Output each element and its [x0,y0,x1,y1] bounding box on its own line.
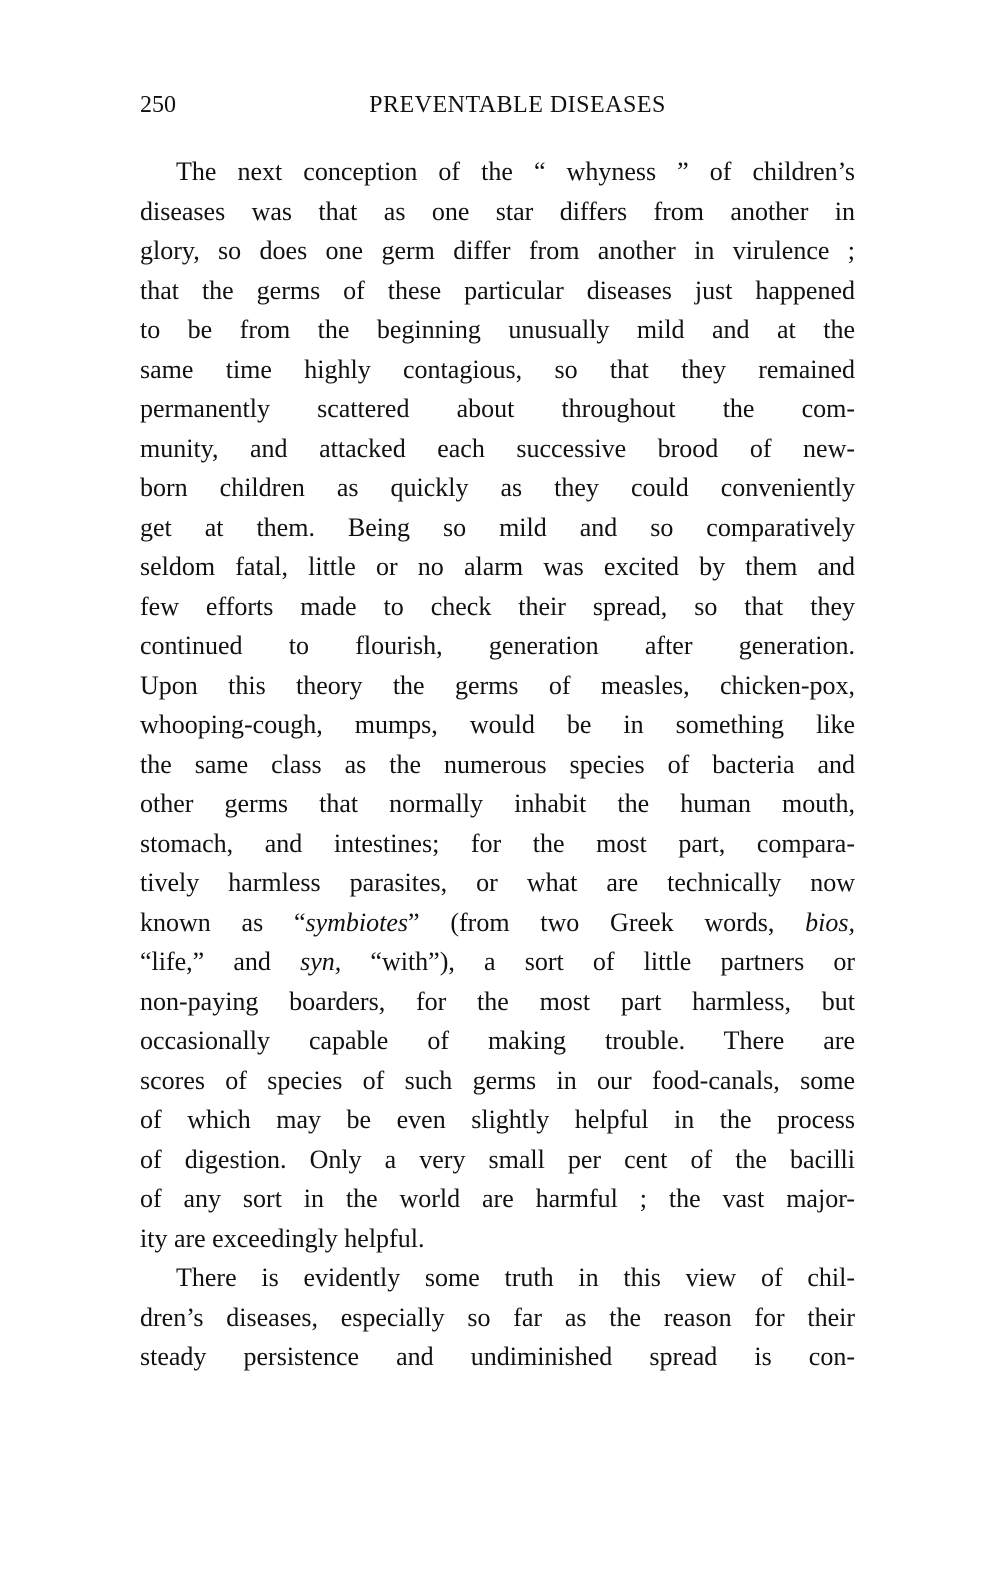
text-segment: of which may be even slightly helpful in the process [140,1105,855,1134]
text-segment: seldom fatal, little or no alarm was excited by them and [140,552,855,581]
text-segment: of any sort in the world are harmful ; the vast major- [140,1184,855,1213]
text-line [140,1298,855,1338]
text-segment: ity are exceedingly helpful. [140,1223,425,1253]
text-line [140,547,855,587]
text-line [140,626,855,666]
page-number: 250 [140,92,176,118]
text-segment: permanently scattered about throughout the com- [140,394,855,423]
text-line [140,468,855,508]
text-line [140,271,855,311]
text-line [140,1258,855,1298]
italic-text: symbiotes [305,907,409,937]
text-line [140,1061,855,1101]
text-segment: diseases was that as one star differs from another in [140,196,855,226]
text-segment: occasionally capable of making trouble. There are [140,1026,855,1055]
text-segment: steady persistence and undiminished spread is con- [140,1342,855,1371]
running-title: PREVENTABLE DISEASES [369,92,666,118]
text-segment: Upon this theory the germs of measles, chicken-pox, [140,670,855,700]
italic-text: bios, [805,907,855,937]
text-segment: The next conception of the “ whyness ” of children’s [176,157,855,186]
text-line [140,1021,855,1061]
text-line [140,389,855,429]
text-line [140,784,855,824]
text-segment: scores of species of such germs in our food-canals, some [140,1065,855,1095]
text-segment: dren’s diseases, especially so far as the reason for their [140,1302,855,1332]
text-segment: whooping-cough, mumps, would be in something like [140,710,855,739]
text-segment: tively harmless parasites, or what are technically now [140,868,855,897]
text-segment: that the germs of these particular diseases just happened [140,275,855,305]
text-segment: known as “ [140,907,306,937]
text-line [140,1219,855,1259]
text-line [140,429,855,469]
text-segment: ” (from two Greek words, [408,907,806,937]
text-segment: same time highly contagious, so that they remained [140,354,855,384]
text-segment: non-paying boarders, for the most part harmless, but [140,986,855,1016]
text-line [140,942,855,982]
text-segment: few efforts made to check their spread, so that they [140,591,855,621]
text-line [140,152,855,192]
text-line [140,705,855,745]
text-segment: glory, so does one germ differ from another in virulence ; [140,236,855,265]
text-line [140,231,855,271]
text-line [140,824,855,864]
text-segment: of digestion. Only a very small per cent of the bacilli [140,1144,855,1174]
text-segment: born children as quickly as they could conveniently [140,473,855,502]
text-segment: “with”), a sort of little partners or [341,947,856,976]
text-line [140,863,855,903]
text-line [140,192,855,232]
text-segment: “life,” and [140,947,301,976]
text-segment: other germs that normally inhabit the human mouth, [140,789,855,818]
text-line [140,350,855,390]
text-line [140,745,855,785]
text-segment: stomach, and intestines; for the most part, compara- [140,828,855,858]
text-line [140,587,855,627]
text-segment: to be from the beginning unusually mild and at the [140,315,855,344]
text-segment: the same class as the numerous species of bacteria and [140,749,855,779]
text-line [140,1140,855,1180]
page-header [140,92,855,126]
text-line [140,982,855,1022]
text-segment: There is evidently some truth in this view of chil- [176,1263,855,1292]
text-line [140,1337,855,1377]
text-segment: continued to flourish, generation after generation. [140,631,855,660]
text-segment: get at them. Being so mild and so comparatively [140,512,855,542]
text-line [140,666,855,706]
text-line [140,903,855,943]
paragraph [140,152,855,1258]
italic-text: syn, [300,947,342,976]
body-text [140,152,855,1377]
paragraph [140,1258,855,1377]
text-segment: munity, and attacked each successive brood of new- [140,433,855,463]
text-line [140,1100,855,1140]
text-line [140,1179,855,1219]
text-line [140,508,855,548]
text-line [140,310,855,350]
